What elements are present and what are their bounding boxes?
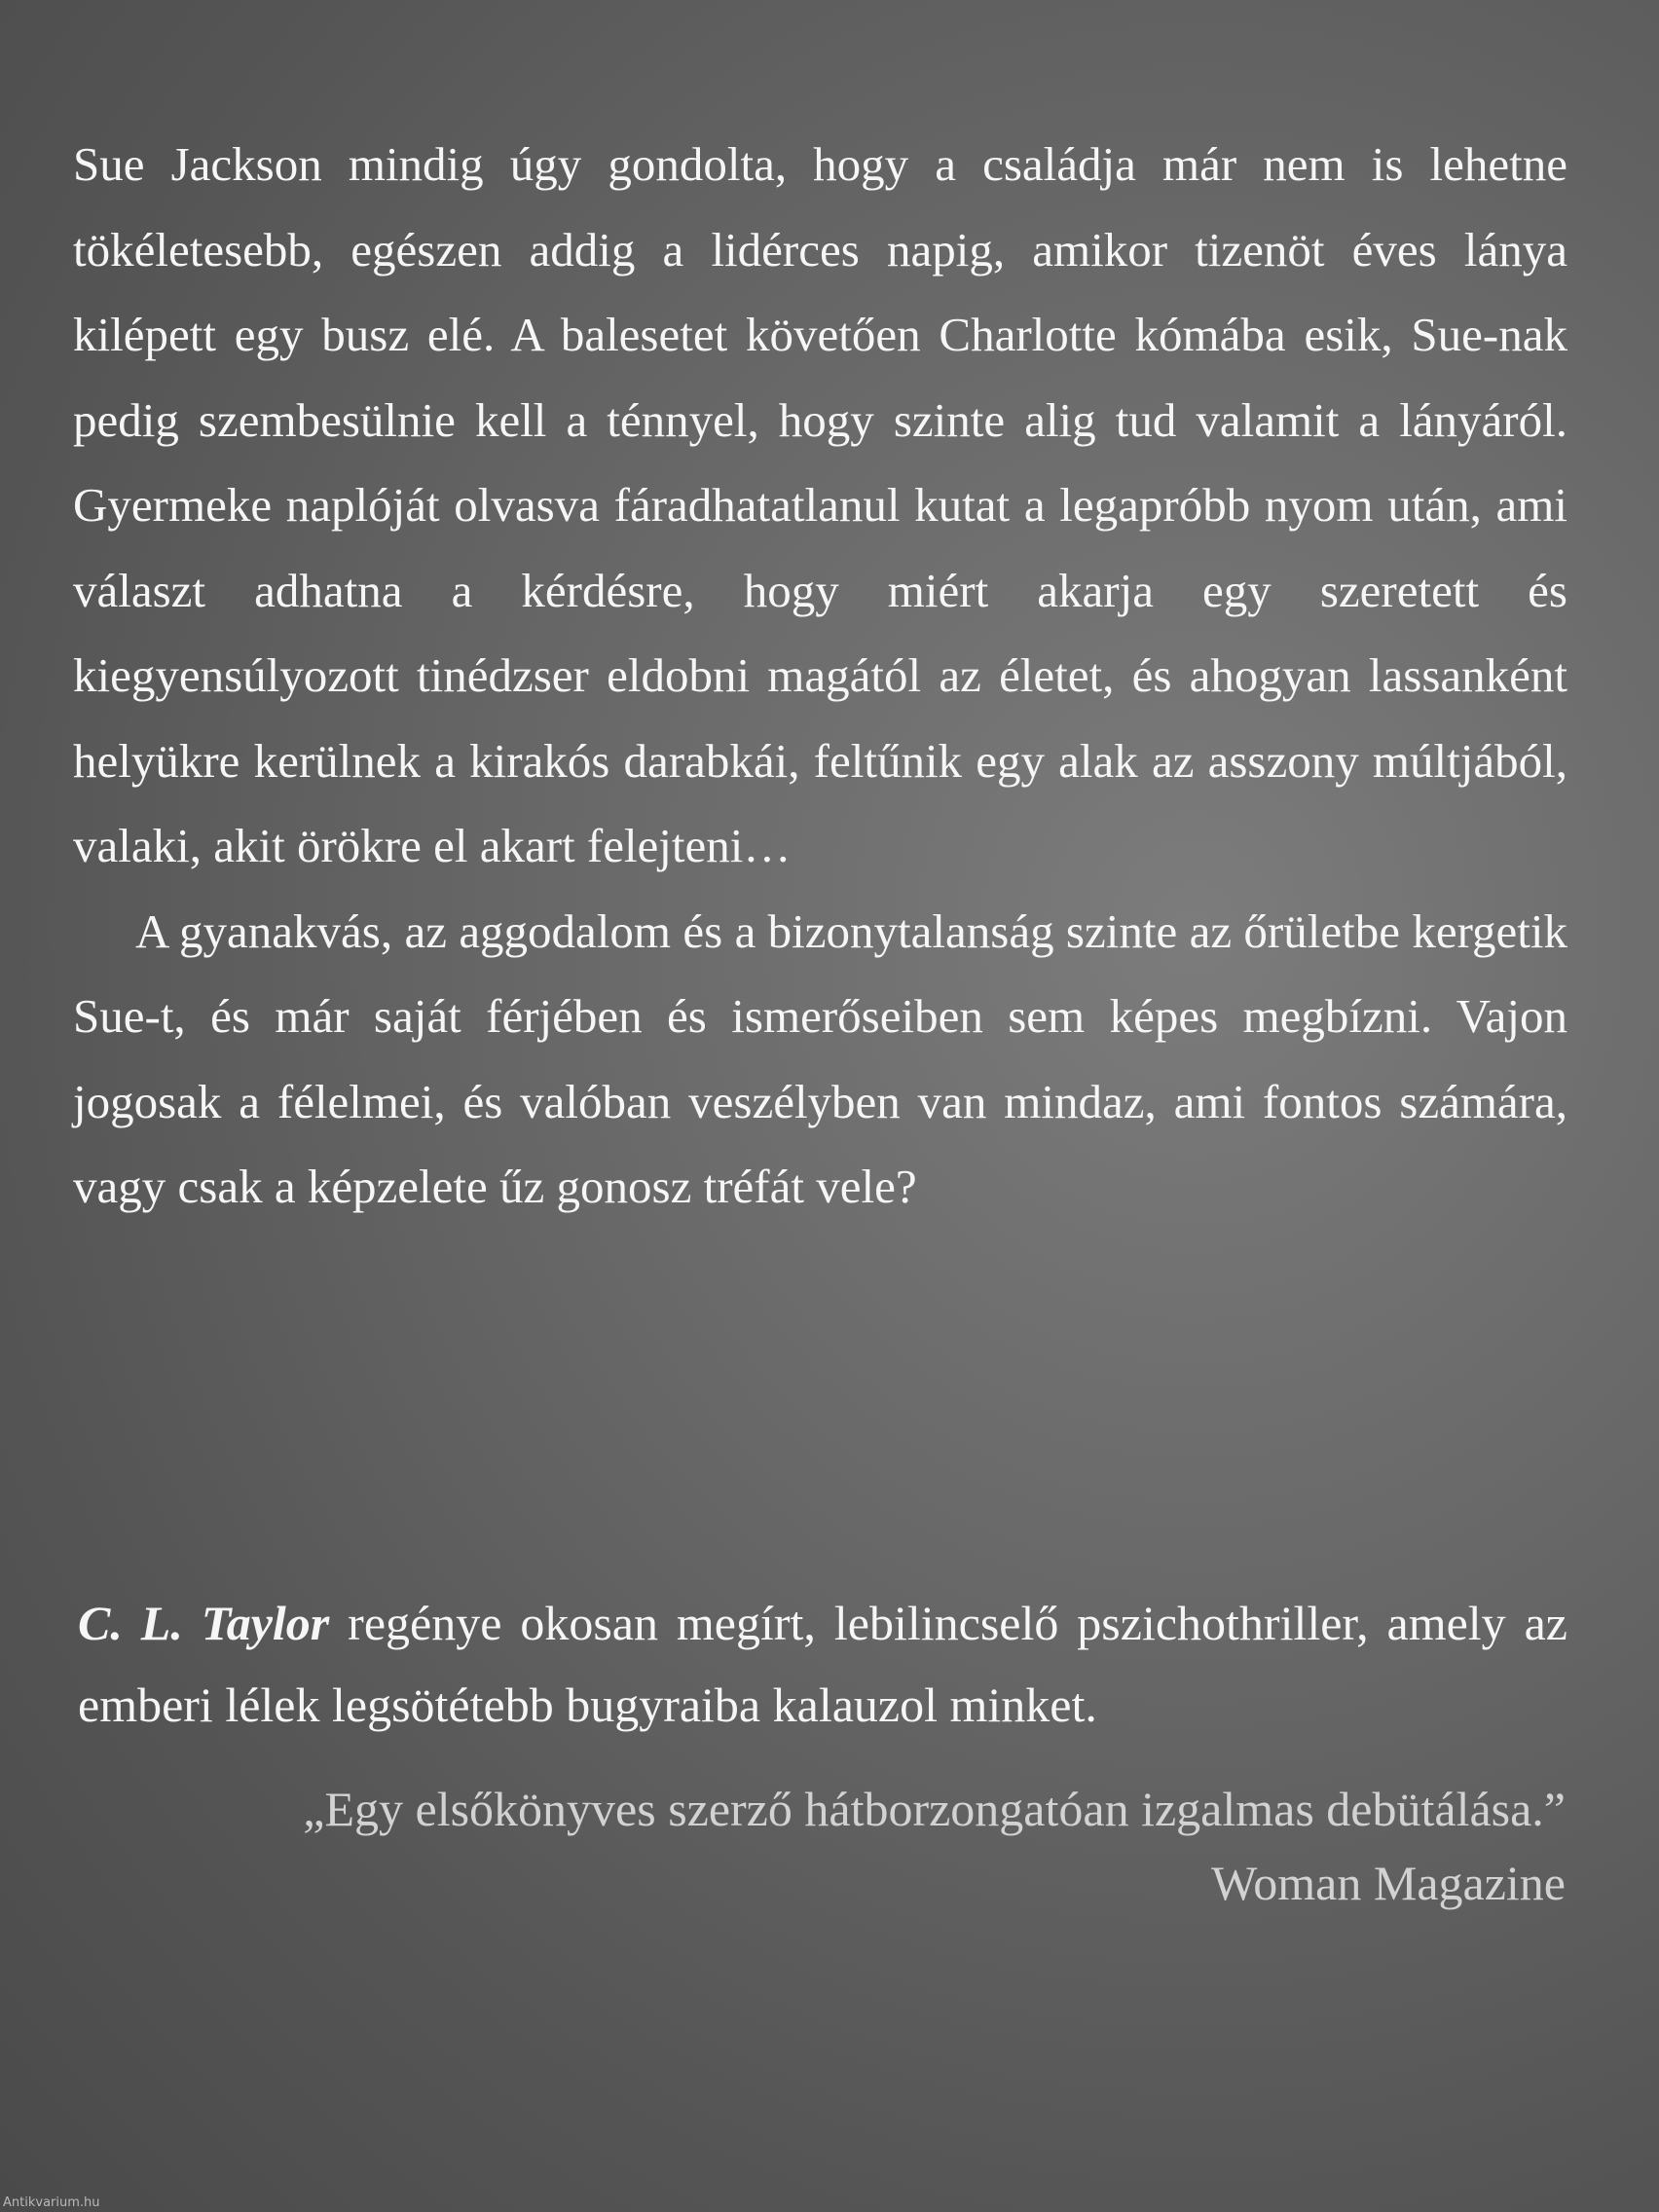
review-quote [78,1772,1566,1920]
promo-text: regénye okosan megírt, lebilincselő pszichothriller, amely az emberi lélek legsötétebb bugyraiba kalauzol minket. [78,1596,1567,1732]
quote-source: Woman Magazine [1211,1856,1566,1910]
blurb-paragraph-2: A gyanakvás, az aggodalom és a bizonytalanság szinte az őrületbe kergetik Sue-t, és már saját férjében és ismerőseiben sem képes megbízni. Vajon jogosak a félelmei, és valóban veszélyben van mindaz, ami fontos számára, vagy csak a képzelete űz gonosz tréfát vele? [73,903,1567,1213]
blurb [73,122,1567,1230]
author-name: C. L. Taylor [78,1596,330,1650]
quote-text: „Egy elsőkönyves szerző hátborzongatóan izgalmas debütálása.” [303,1782,1566,1836]
blurb-paragraph-1: Sue Jackson mindig úgy gondolta, hogy a családja már nem is lehetne tökéletesebb, egészen addig a lidérces napig, amikor tizenöt éves lánya kilépett egy busz elé. A balesetet követően Charlotte kómába esik, Sue-nak pedig szembesülnie kell a ténnyel, hogy szinte alig tud valamit a lányáról. Gyermeke naplóját olvasva fáradhatatlanul kutat a legapróbb nyom után, ami választ adhatna a kérdésre, hogy miért akarja egy szeretett és kiegyensúlyozott tinédzser eldobni magától az életet, és ahogyan lassanként helyükre kerülnek a kirakós darabkái, feltűnik egy alak az asszony múltjából, valaki, akit örökre el akart felejteni… [73,137,1567,872]
watermark: Antikvarium.hu [3,2195,100,2210]
author-promo [78,1582,1567,1746]
